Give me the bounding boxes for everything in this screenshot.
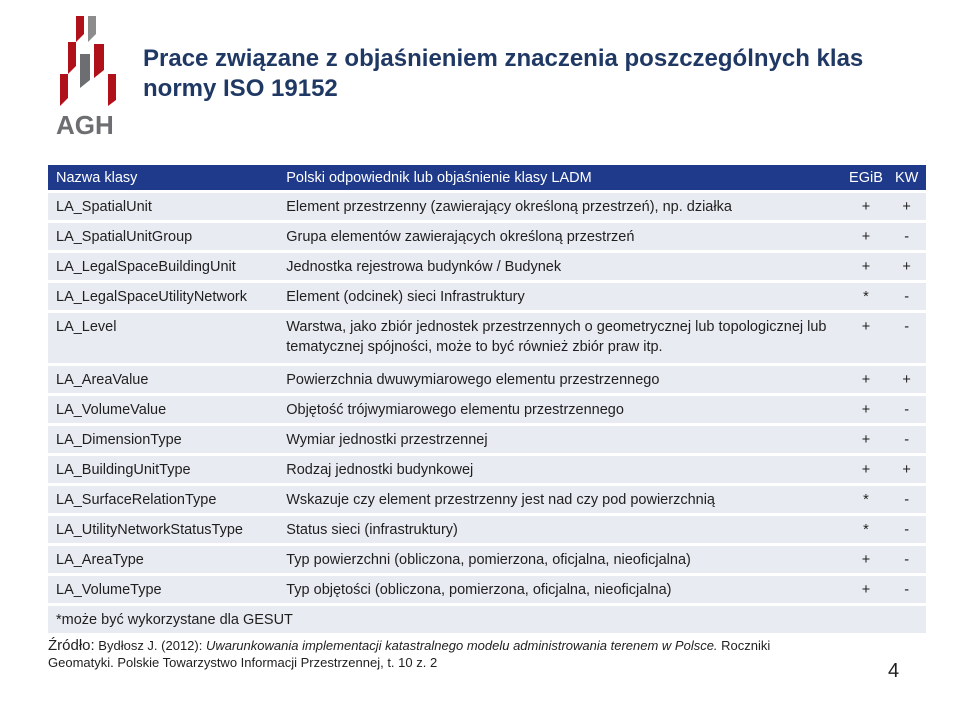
cell-egib: + <box>845 313 888 363</box>
cell-class-name: LA_LegalSpaceUtilityNetwork <box>48 283 278 310</box>
cell-description: Rodzaj jednostki budynkowej <box>278 456 844 483</box>
table-row <box>48 366 926 393</box>
table-row <box>48 283 926 310</box>
cell-description: Element przestrzenny (zawierający określoną przestrzeń), np. działka <box>278 193 844 220</box>
cell-egib: * <box>845 486 888 513</box>
cell-description: Warstwa, jako zbiór jednostek przestrzennych o geometrycznej lub topologicznej lub tematycznej spójności, może to być również zbiór praw itp. <box>278 313 844 363</box>
cell-kw: - <box>887 576 926 603</box>
table-row <box>48 313 926 363</box>
cell-description: Typ powierzchni (obliczona, pomierzona, oficjalna, nieoficjalna) <box>278 546 844 573</box>
cell-class-name: LA_VolumeType <box>48 576 278 603</box>
source-label: Źródło: <box>48 637 95 654</box>
header-kw: KW <box>887 165 926 190</box>
cell-kw: - <box>887 283 926 310</box>
cell-class-name: LA_UtilityNetworkStatusType <box>48 516 278 543</box>
cell-kw: - <box>887 426 926 453</box>
source-journal: Roczniki Geomatyki. Polskie Towarzystwo Informacji Przestrzennej, t. 10 z. 2 <box>48 638 771 670</box>
agh-logo <box>54 14 124 138</box>
cell-description: Grupa elementów zawierających określoną przestrzeń <box>278 223 844 250</box>
table-row <box>48 426 926 453</box>
table-row <box>48 546 926 573</box>
table-row <box>48 223 926 250</box>
table-row <box>48 253 926 280</box>
cell-egib: + <box>845 366 888 393</box>
cell-description: Wymiar jednostki przestrzennej <box>278 426 844 453</box>
cell-description: Typ objętości (obliczona, pomierzona, oficjalna, nieoficjalna) <box>278 576 844 603</box>
ladm-class-table <box>48 162 926 636</box>
cell-kw: + <box>887 366 926 393</box>
source-author: Bydłosz J. (2012): <box>94 638 206 653</box>
cell-class-name: LA_BuildingUnitType <box>48 456 278 483</box>
source-citation <box>48 637 808 671</box>
cell-kw: + <box>887 193 926 220</box>
logo-text: AGH <box>56 110 114 138</box>
cell-egib: + <box>845 253 888 280</box>
cell-egib: + <box>845 456 888 483</box>
header-polish-equivalent: Polski odpowiednik lub objaśnienie klasy LADM <box>278 165 844 190</box>
cell-description: Objętość trójwymiarowego elementu przestrzennego <box>278 396 844 423</box>
cell-kw: - <box>887 223 926 250</box>
cell-egib: + <box>845 223 888 250</box>
cell-class-name: LA_VolumeValue <box>48 396 278 423</box>
cell-kw: - <box>887 486 926 513</box>
cell-kw: + <box>887 456 926 483</box>
cell-egib: + <box>845 193 888 220</box>
table-row <box>48 456 926 483</box>
cell-description: Status sieci (infrastruktury) <box>278 516 844 543</box>
table-row <box>48 193 926 220</box>
cell-egib: + <box>845 426 888 453</box>
table-row <box>48 396 926 423</box>
table-row <box>48 486 926 513</box>
cell-kw: - <box>887 396 926 423</box>
cell-kw: - <box>887 516 926 543</box>
footnote-row <box>48 606 926 633</box>
cell-description: Wskazuje czy element przestrzenny jest nad czy pod powierzchnią <box>278 486 844 513</box>
cell-class-name: LA_LegalSpaceBuildingUnit <box>48 253 278 280</box>
cell-class-name: LA_Level <box>48 313 278 363</box>
table-row <box>48 516 926 543</box>
cell-kw: - <box>887 313 926 363</box>
cell-description: Jednostka rejestrowa budynków / Budynek <box>278 253 844 280</box>
cell-egib: * <box>845 516 888 543</box>
source-title: Uwarunkowania implementacji katastralnego modelu administrowania terenem w Polsce. <box>205 638 718 653</box>
cell-egib: + <box>845 576 888 603</box>
cell-class-name: LA_SurfaceRelationType <box>48 486 278 513</box>
cell-kw: + <box>887 253 926 280</box>
header-class-name: Nazwa klasy <box>48 165 278 190</box>
cell-class-name: LA_SpatialUnit <box>48 193 278 220</box>
cell-egib: + <box>845 546 888 573</box>
cell-description: Element (odcinek) sieci Infrastruktury <box>278 283 844 310</box>
cell-class-name: LA_AreaValue <box>48 366 278 393</box>
cell-kw: - <box>887 546 926 573</box>
table-header-row <box>48 165 926 190</box>
header-egib: EGiB <box>845 165 888 190</box>
cell-description: Powierzchnia dwuwymiarowego elementu przestrzennego <box>278 366 844 393</box>
cell-egib: * <box>845 283 888 310</box>
cell-class-name: LA_AreaType <box>48 546 278 573</box>
cell-class-name: LA_SpatialUnitGroup <box>48 223 278 250</box>
cell-egib: + <box>845 396 888 423</box>
page-title: Prace związane z objaśnieniem znaczenia poszczególnych klas normy ISO 19152 <box>143 45 864 102</box>
cell-class-name: LA_DimensionType <box>48 426 278 453</box>
page-number: 4 <box>888 660 900 682</box>
table-row <box>48 576 926 603</box>
table-footnote: *może być wykorzystane dla GESUT <box>48 606 926 633</box>
